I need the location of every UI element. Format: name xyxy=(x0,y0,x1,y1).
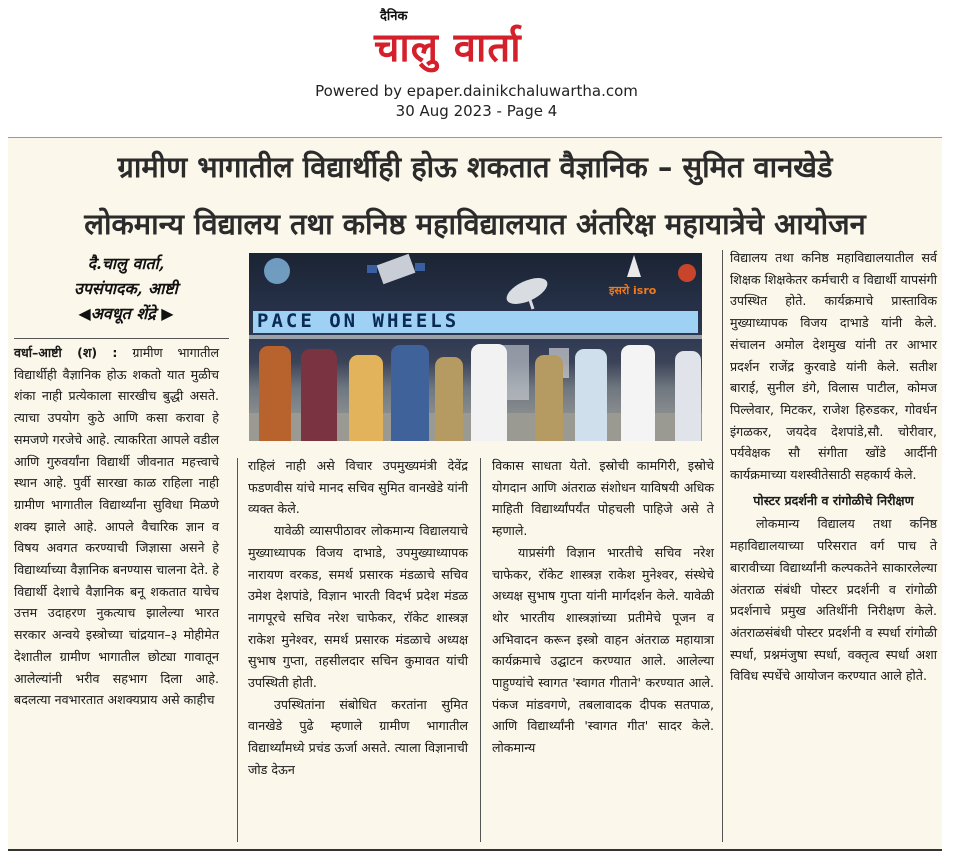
column-divider xyxy=(480,458,481,842)
headline-sub: लोकमान्य विद्यालय तथा कनिष्ठ महाविद्यालयात अंतरिक्ष महायात्रेचे आयोजन xyxy=(84,207,866,241)
powered-by-text: Powered by epaper.dainikchaluwartha.com xyxy=(315,82,638,100)
newspaper-logo xyxy=(370,4,585,76)
paragraph: ग्रामीण भागातील विद्यार्थीही वैज्ञानिक होऊ शकतो यात मुळीच शंका नाही प्रत्येकाला सारखीच बुद्धी असते. त्याचा उपयोग कुठे आणि कसा करावा हे समजणे गरजेचे आहे. त्याकरिता आपले वडील आणि गुरुवर्यांना विद्यार्थी जीवनात महत्त्वाचे स्थान आहे. पुर्वी सारखा काळ राहिला नाही ग्रामीण भागातील विद्यार्थ्यांना सुविधा मिळणे शक्य झाले आहे. आपले वैचारिक ज्ञान व विषय अवगत करण्याची जिज्ञासा असने हे विद्यार्थ्याच्या वैज्ञानिक बनण्यास चालना देते. हे विद्यार्थी देशाचे वैज्ञानिक बनू शकतात याचेच उत्तम उदाहरण नुकत्याच झालेल्या भारत सरकार अन्वये इस्त्रोच्या चांद्रयान–३ मोहीमेत देशातील ग्रामीण भागातील छोट्या गावातून आलेल्यांनी भरीव सहभाग दिला आहे. बदलत्या नवभारतात अशक्यप्राय असे काहीच xyxy=(14,345,219,708)
photo-person xyxy=(675,351,701,441)
photo-isro-logo: इसरो isro xyxy=(609,284,657,297)
paragraph: विद्यालय तथा कनिष्ठ महाविद्यालयातील सर्व शिक्षक शिक्षकेतर कर्मचारी व विद्यार्थी यापसंगी उपस्थित होते. कार्यक्रमाचे प्रास्ताविक मुख्याध्यापक विजय दाभाडे यांनी केले. संचालन अमोल देशमुख यांनी तर आभार प्रदर्शन राजेंद्र कुरवाडे यांनी केले. सतीश बाराई, सुनील डंगे, विलास पाटील, कोमज पिल्लेवार, मिटकर, राजेश हिरुडकर, गोवर्धन इंगळकर, जयदेव देशपांडे,सौ. चोरीवार, पर्यवेक्षक सौ संगीता खोंडे आर्दीनी कार्यक्रमाच्या यशस्वीतेसाठी सहकार्य केले. xyxy=(730,250,937,483)
column-divider xyxy=(237,458,238,842)
photo-person xyxy=(391,345,429,441)
photo-person xyxy=(471,344,507,441)
article-clipping xyxy=(8,137,942,850)
column-divider xyxy=(722,250,723,842)
paragraph: उपस्थितांना संबोधित करतांना सुमित वानखेडे पुढे म्हणाले ग्रामीण भागातील विद्यार्थ्यांमध्ये प्रचंड ऊर्जा असते. त्याला विज्ञानाची जोड देऊन xyxy=(248,696,468,777)
photo-person xyxy=(301,349,337,441)
photo-person xyxy=(621,345,655,441)
bottom-rule xyxy=(8,849,942,851)
byline xyxy=(16,251,236,326)
photo-person xyxy=(435,357,463,441)
event-photo xyxy=(249,253,702,441)
logo-small-text: दैनिक xyxy=(380,9,408,24)
paragraph: विकास साधता येतो. इस्रोची कामगिरी, इस्रोचे योगदान आणि अंतराळ संशोधन याविषयी अधिक माहिती विद्यार्थ्यांपर्यंत पोहचली पाहिजे असे ते म्हणाले. xyxy=(492,458,714,539)
paragraph: लोकमान्य विद्यालय तथा कनिष्ठ महाविद्यालयाच्या परिसरात वर्ग पाच ते बारावीच्या विद्यार्थ्यांनी कल्पकतेने साकारलेल्या अंतराळ संबंधी पोस्टर प्रदर्शनी व रांगोळी प्रदर्शनाचे प्रमुख अतिथींनी निरीक्षण केले. अंतराळसंबंधी पोस्टर प्रदर्शनी व स्पर्धा रांगोळी स्पर्धा, प्रश्नमंजुषा स्पर्धा, वक्तृत्व स्पर्धा अशा विविध स्पर्धेचे आयोजन करण्यात आले होते. xyxy=(730,516,937,684)
photo-person xyxy=(259,346,291,441)
masthead xyxy=(0,0,953,135)
byline-line: दै.चालु वार्ता, xyxy=(87,254,165,273)
byline-line: उपसंपादक, आष्टी xyxy=(74,279,178,298)
byline-divider xyxy=(14,338,229,339)
headline-main: ग्रामीण भागातील विद्यार्थीही होऊ शकतात वैज्ञानिक – सुमित वानखेडे xyxy=(117,150,833,184)
section-subheading: पोस्टर प्रदर्शनी व रांगोळीचे निरीक्षण xyxy=(753,492,914,508)
article-column-3 xyxy=(492,455,714,759)
photo-person xyxy=(349,355,383,441)
article-column-4 xyxy=(730,247,937,687)
byline-line: ◀अवधूत शेंद्रे ▶ xyxy=(78,304,174,323)
photo-person xyxy=(535,355,563,441)
article-column-1 xyxy=(14,342,219,711)
dateline: वर्धा–आष्टी (श) : xyxy=(14,345,118,360)
photo-banner-text: PACE ON WHEELS xyxy=(257,310,460,332)
paragraph: राहिलं नाही असे विचार उपमुख्यमंत्री देवेंद्र फडणवीस यांचे मानद सचिव सुमित वानखेडे यांनी व्यक्त केले. xyxy=(248,458,468,517)
logo-title: चालु वार्ता xyxy=(374,25,522,71)
paragraph: यावेळी व्यासपीठावर लोकमान्य विद्यालयाचे मुख्याध्यापक विजय दाभाडे, उपमुख्याध्यापक नारायण वरकड, समर्थ प्रसारक मंडळाचे सचिव उमेश देशपांडे, विज्ञान भारती विदर्भ प्रदेश मंडळ नागपूरचे सचिव नरेश चाफेकर, रॉकेट शास्त्रज्ञ राकेश मुनेश्वर, समर्थ प्रसारक मंडळाचे अध्यक्ष सुभाष गुप्ता, तहसीलदार सचिन कुमावत यांची उपस्थिती होती. xyxy=(248,523,468,691)
photo-person xyxy=(575,349,607,441)
date-page-text: 30 Aug 2023 - Page 4 xyxy=(395,102,558,120)
article-column-2 xyxy=(248,455,468,781)
paragraph: याप्रसंगी विज्ञान भारतीचे सचिव नरेश चाफेकर, रॉकेट शास्त्रज्ञ राकेश मुनेश्वर, संस्थेचे अध्यक्ष सुभाष गुप्ता यांनी मार्गदर्शन केले. यावेळी थोर भारतीय शास्त्रज्ञांच्या प्रतीमेचे पूजन व अभिवादन करून इस्त्रो वाहन अंतराळ महायात्रा कार्यक्रमाचे उद्घाटन करण्यात आले. आलेल्या पाहुण्यांचे स्वागत 'स्वागत गीताने' करण्यात आले. पंकज मांडवगणे, तबलावादक दीपक सतपाळ, आणि विद्यार्थ्यांनी 'स्वागत गीत' सादर केले. लोकमान्य xyxy=(492,544,714,756)
